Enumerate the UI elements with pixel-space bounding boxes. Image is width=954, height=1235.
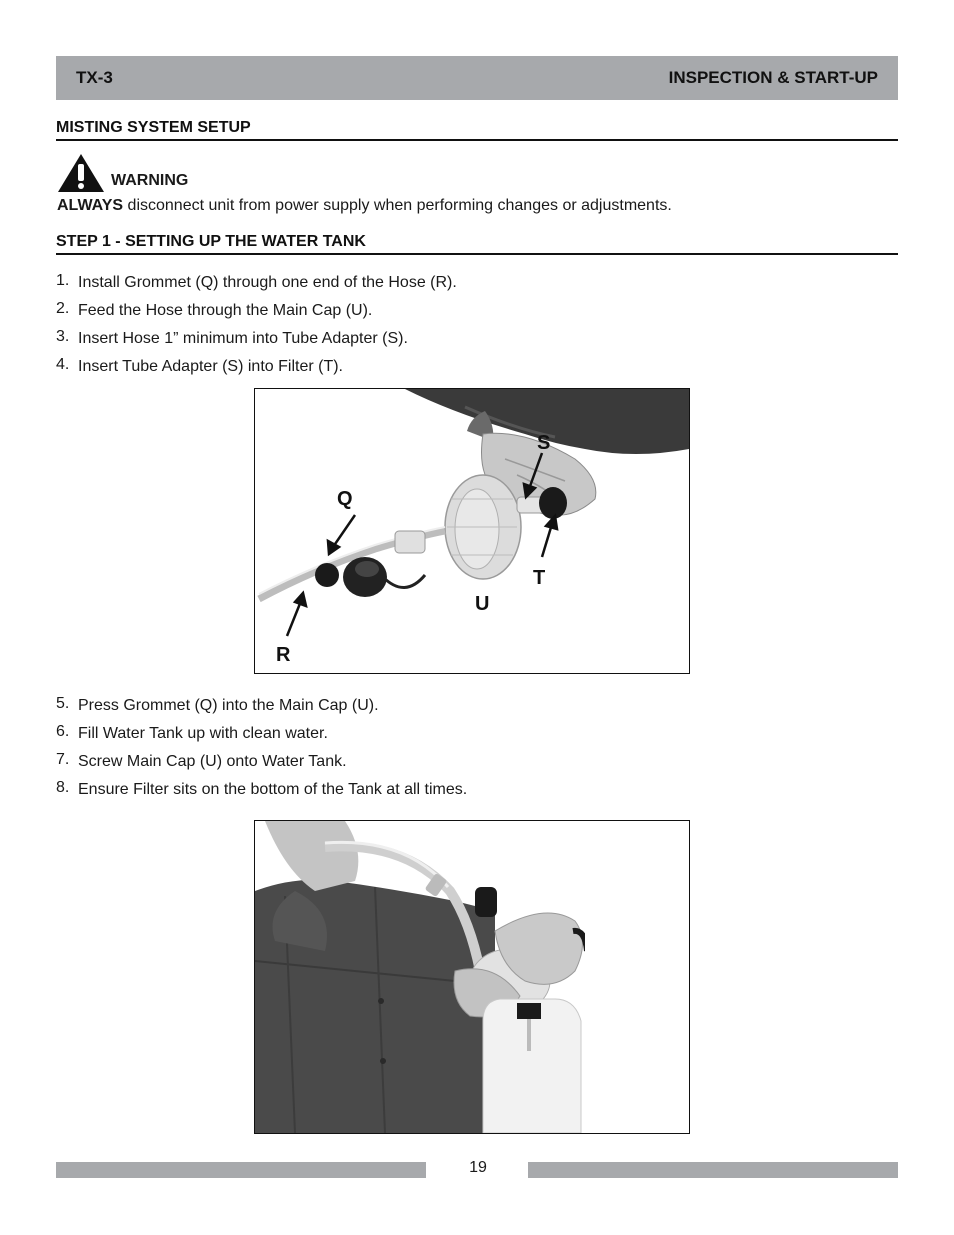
warning-label: WARNING (111, 172, 189, 189)
step-text: Press Grommet (Q) into the Main Cap (U). (78, 697, 379, 714)
step1-title: STEP 1 - SETTING UP THE WATER TANK (56, 233, 898, 255)
warning-body: disconnect unit from power supply when performing changes or adjustments. (127, 197, 672, 214)
section-label: INSPECTION & START-UP (668, 68, 878, 87)
step-number: 4. (56, 356, 70, 373)
step-text: Ensure Filter sits on the bottom of the Tank at all times. (78, 781, 468, 798)
page-header (56, 56, 898, 100)
step-number: 5. (56, 695, 70, 712)
warning-text (57, 197, 672, 215)
warning-triangle-icon (57, 153, 105, 193)
model-label: TX-3 (76, 68, 113, 87)
step-number: 7. (56, 751, 70, 768)
footer-bar-left (56, 1162, 426, 1178)
misting-system-title: MISTING SYSTEM SETUP (56, 119, 898, 141)
step-number: 1. (56, 272, 70, 289)
step-text: Install Grommet (Q) through one end of the Hose (R). (78, 274, 457, 291)
step-text: Feed the Hose through the Main Cap (U). (78, 302, 373, 319)
label-u: U (475, 593, 490, 615)
step-text: Screw Main Cap (U) onto Water Tank. (78, 753, 347, 770)
label-t: T (533, 567, 546, 589)
assembly-photo (254, 388, 690, 674)
footer-bar-right (528, 1162, 898, 1178)
step-text: Insert Tube Adapter (S) into Filter (T). (78, 358, 343, 375)
step-number: 6. (56, 723, 70, 740)
tank-fill-photo (254, 820, 690, 1134)
warning-emphasis: ALWAYS (57, 197, 124, 214)
label-q: Q (337, 488, 353, 510)
page-number: 19 (469, 1159, 487, 1176)
label-s: S (537, 432, 551, 454)
step-text: Fill Water Tank up with clean water. (78, 725, 328, 742)
step-number: 8. (56, 779, 70, 796)
step-text: Insert Hose 1” minimum into Tube Adapter (S). (78, 330, 408, 347)
step-number: 2. (56, 300, 70, 317)
label-r: R (276, 644, 291, 666)
step-number: 3. (56, 328, 70, 345)
